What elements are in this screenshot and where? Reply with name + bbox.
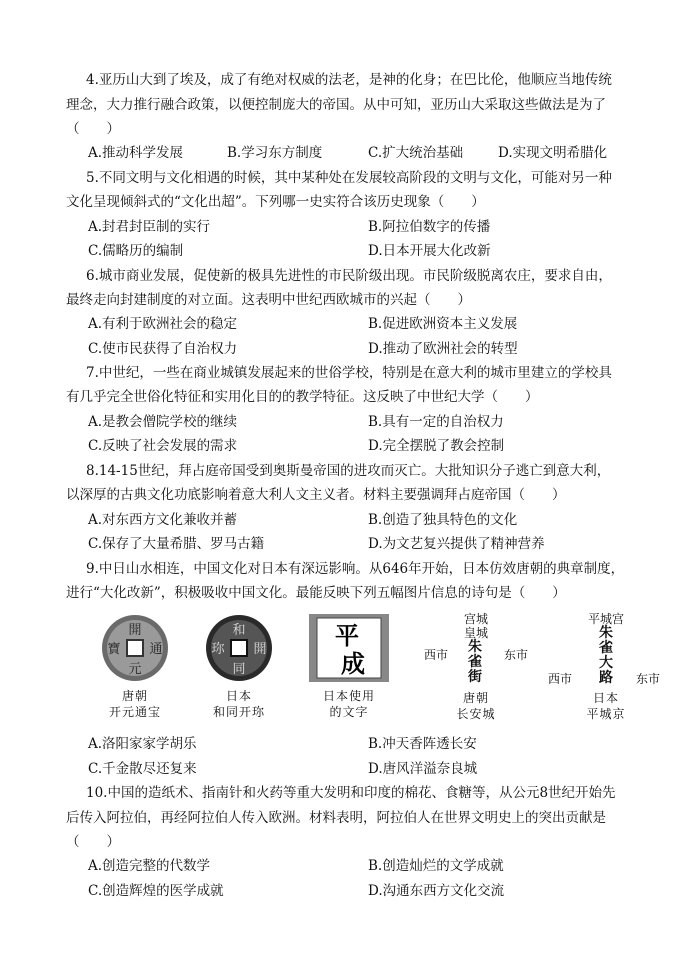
script-char: 平: [335, 621, 359, 650]
caption-line: 唐朝: [462, 691, 489, 705]
caption-line: 和同开珎: [212, 705, 265, 719]
coin-char: 開: [128, 623, 142, 638]
q5-line-1: 5.不同文明与文化相遇的时候，其中某种处在发展较高阶段的文明与文化，可能对另一种: [86, 170, 612, 186]
q4-line-3: （ ）: [66, 121, 120, 137]
q7-option-c[interactable]: C.反映了社会发展的需求: [88, 438, 238, 454]
q6-line-2: 最终走向封建制度的对立面。这表明中世纪西欧城市的兴起（ ）: [66, 292, 471, 308]
caption-line: 日本: [225, 689, 252, 703]
q6-option-d[interactable]: D.推动了欧洲社会的转型: [368, 341, 518, 357]
q5-option-b[interactable]: B.阿拉伯数字的传播: [368, 219, 491, 235]
caption-line: 的文字: [329, 705, 369, 719]
imperial-city-label: 皇城: [463, 626, 488, 640]
q10-line-3: （ ）: [66, 834, 120, 850]
q9-line-1: 9.中日山水相连，中国文化对日本有深远影响。从646年开始，日本仿效唐朝的典章制度，: [86, 561, 625, 577]
q4-option-c[interactable]: C.扩大统治基础: [368, 145, 464, 161]
q9-line-2: 进行“大化改新”，积极吸收中国文化。最能反映下列五幅图片信息的诗句是（ ）: [66, 585, 566, 601]
coin-char: 通: [149, 642, 163, 657]
q9-figure-row: [66, 612, 666, 722]
palace-label: 宫城: [463, 612, 488, 626]
coin-char: 和: [232, 623, 246, 638]
caption-line: 开元通宝: [108, 705, 161, 719]
palace-label: 平城宫: [587, 612, 624, 626]
caption-line: 唐朝: [121, 689, 148, 703]
coin-char: 元: [128, 662, 142, 677]
q8-line-1: 8.14-15世纪，拜占庭帝国受到奥斯曼帝国的进攻而灭亡。大批知识分子逃亡到意大利，: [86, 463, 611, 479]
kaiyuan-coin-icon: [99, 612, 171, 684]
east-market-label: 东市: [504, 648, 529, 662]
figure-heijo-map: [546, 612, 666, 722]
script-char: 成: [341, 649, 365, 678]
q6-option-c[interactable]: C.使市民获得了自治权力: [88, 341, 238, 357]
q5-option-a[interactable]: A.封君封臣制的实行: [88, 219, 211, 235]
street-char: 路: [599, 670, 613, 686]
q6-option-b[interactable]: B.促进欧洲资本主义发展: [368, 316, 518, 332]
street-char: 雀: [599, 640, 613, 656]
q7-option-b[interactable]: B.具有一定的自治权力: [368, 414, 504, 430]
q6-line-1: 6.城市商业发展，促使新的极具先进性的市民阶级出现。市民阶级脱离农庄，要求自由，: [86, 268, 612, 284]
caption-line: 日本使用: [322, 689, 375, 703]
coin-char: 同: [232, 662, 246, 677]
q7-line-2: 有几乎完全世俗化特征和实用化目的的教学特征。这反映了中世纪大学（ ）: [66, 389, 539, 405]
q10-line-2: 后传入阿拉伯，再经阿拉伯人传入欧洲。材料表明，阿拉伯人在世界文明史上的突出贡献是: [66, 810, 606, 826]
street-char: 街: [468, 669, 482, 685]
coin-char: 珎: [211, 642, 225, 657]
q9-option-b[interactable]: B.冲天香阵透长安: [368, 736, 477, 752]
caption-line: 平城京: [586, 707, 626, 721]
west-market-label: 西市: [548, 672, 573, 686]
q6-option-a[interactable]: A.有利于欧洲社会的稳定: [88, 316, 238, 332]
q4-option-d[interactable]: D.实现文明希腊化: [498, 145, 608, 161]
q10-option-b[interactable]: B.创造灿烂的文学成就: [368, 858, 504, 874]
q4-option-b[interactable]: B.学习东方制度: [227, 145, 323, 161]
q5-option-d[interactable]: D.日本开展大化改新: [368, 243, 491, 259]
q4-line-1: 4.亚历山大到了埃及，成了有绝对权威的法老，是神的化身；在巴比伦，他顺应当地传统: [86, 72, 612, 88]
q5-option-c[interactable]: C.儒略历的编制: [88, 243, 184, 259]
street-char: 雀: [468, 654, 482, 670]
coin-char: 寶: [107, 642, 121, 657]
street-char: 大: [599, 655, 613, 671]
street-char: 朱: [599, 625, 613, 641]
q4-line-2: 理念，大力推行融合政策，以便控制庞大的帝国。从中可知，亚历山大采取这些做法是为了: [66, 97, 606, 113]
coin-char: 開: [253, 642, 267, 657]
q10-option-d[interactable]: D.沟通东西方文化交流: [368, 883, 505, 899]
caption-line: 长安城: [456, 707, 496, 721]
zhuque-street: [468, 640, 482, 685]
q7-option-a[interactable]: A.是教会僧院学校的继续: [88, 414, 238, 430]
q9-option-a[interactable]: A.洛阳家家学胡乐: [88, 736, 197, 752]
figure-wadokaichin-coin: [184, 612, 294, 720]
q8-option-b[interactable]: B.创造了独具特色的文化: [368, 512, 518, 528]
q9-option-c[interactable]: C.千金散尽还复来: [88, 761, 197, 777]
figure-heisei-card: [294, 612, 404, 720]
q8-option-a[interactable]: A.对东西方文化兼收并蓄: [88, 512, 238, 528]
q7-line-1: 7.中世纪，一些在商业城镇发展起来的世俗学校，特别是在意大利的城市里建立的学校具: [86, 365, 612, 381]
q10-line-1: 10.中国的造纸术、指南针和火药等重大发明和印度的棉花、食糖等，从公元8世纪开始先: [86, 785, 616, 801]
q9-option-d[interactable]: D.唐风洋溢奈良城: [368, 761, 478, 777]
q8-line-2: 以深厚的古典文化功底影响着意大利人文主义者。材料主要强调拜占庭帝国（ ）: [66, 487, 566, 503]
figure-changan-map: [416, 612, 536, 722]
heisei-card-icon: [307, 612, 391, 684]
q8-option-d[interactable]: D.为文艺复兴提供了精神营养: [368, 536, 545, 552]
figure-kaiyuan-coin: [80, 612, 190, 720]
wadokaichin-coin-icon: [203, 612, 275, 684]
west-market-label: 西市: [424, 648, 449, 662]
q7-option-d[interactable]: D.完全摆脱了教会控制: [368, 438, 505, 454]
zhuque-avenue: [599, 626, 613, 686]
east-market-label: 东市: [636, 672, 661, 686]
q8-option-c[interactable]: C.保存了大量希腊、罗马古籍: [88, 536, 265, 552]
q4-option-a[interactable]: A.推动科学发展: [88, 145, 184, 161]
street-char: 朱: [468, 639, 482, 655]
caption-line: 日本: [592, 691, 619, 705]
q10-option-a[interactable]: A.创造完整的代数学: [88, 858, 211, 874]
q5-line-2: 文化呈现倾斜式的“文化出超”。下列哪一史实符合该历史现象（ ）: [66, 194, 485, 210]
q10-option-c[interactable]: C.创造辉煌的医学成就: [88, 883, 224, 899]
